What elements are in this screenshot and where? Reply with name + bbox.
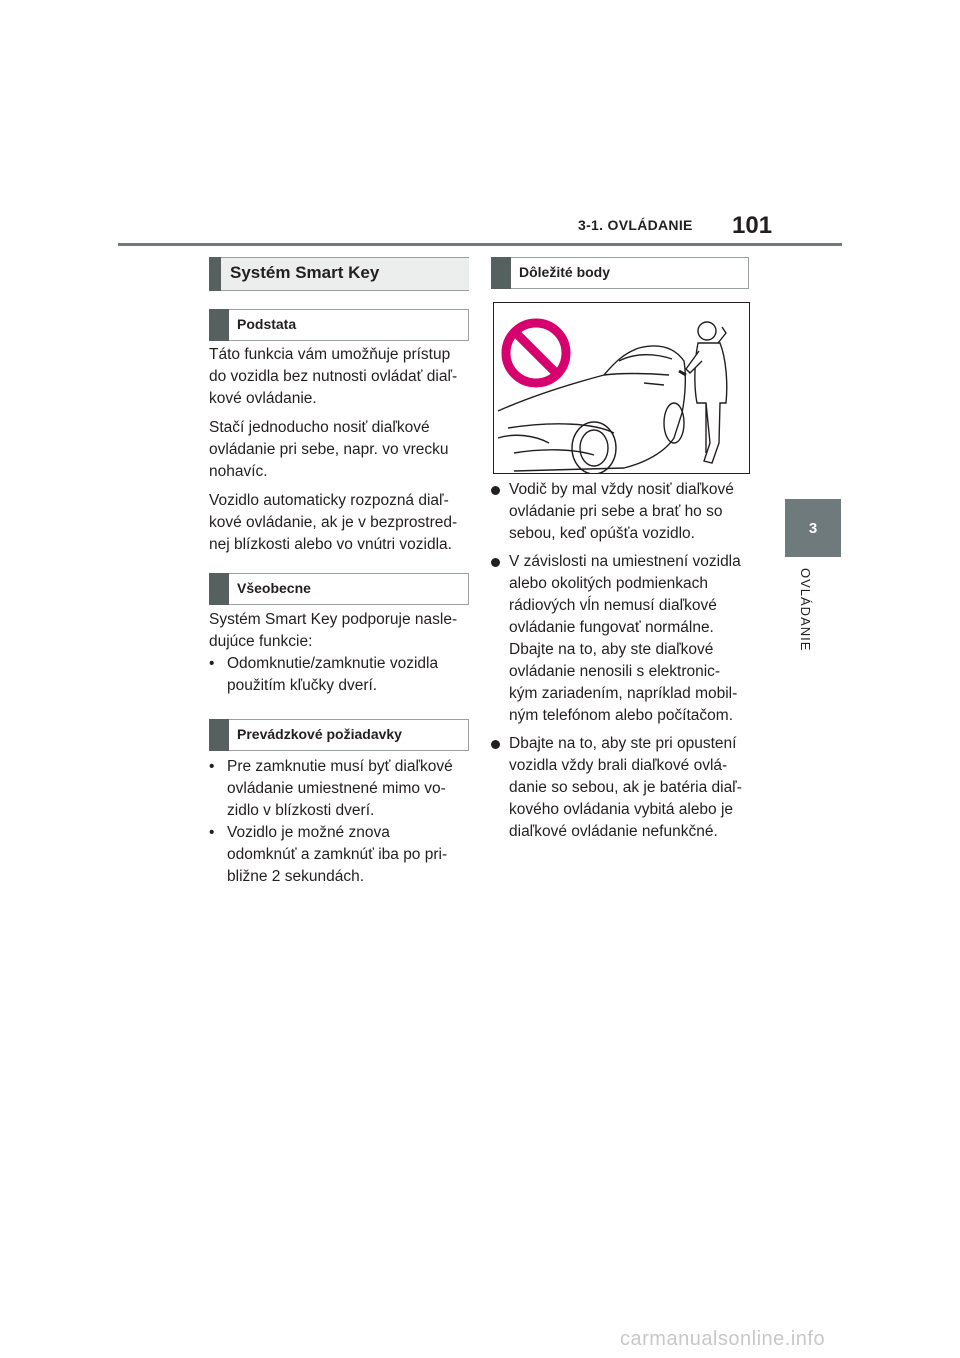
subheading-text: Všeobecne	[237, 580, 311, 596]
text-line: kového ovládania vybitá alebo je	[509, 801, 734, 818]
watermark[interactable]: carmanualsonline.info	[620, 1328, 826, 1350]
text-line: zidlo v blízkosti dverí.	[227, 802, 375, 819]
text-line: bližne 2 sekundách.	[227, 868, 365, 885]
poziadavky-body	[209, 756, 471, 888]
text-line: Dbajte na to, aby ste diaľkové	[509, 641, 714, 658]
subheading-bar	[209, 719, 229, 751]
text-line: do vozidla bez nutnosti ovládať diaľ-	[209, 368, 458, 385]
bullet-mark: •	[209, 655, 215, 672]
text-line: Vodič by mal vždy nosiť diaľkové	[509, 481, 734, 498]
vseobecne-body	[209, 609, 471, 697]
bullet-item	[209, 822, 471, 888]
text-line: rádiových vĺn nemusí diaľkové	[509, 597, 717, 614]
bullet-dot-icon	[491, 558, 500, 567]
chapter-tab	[785, 499, 841, 557]
chapter-label	[784, 568, 842, 718]
podstata-body	[209, 344, 471, 556]
text-line: ovládanie pri sebe, napr. vo vrecku	[209, 441, 449, 458]
text-line: nej blízkosti alebo vo vnútri vozidla.	[209, 536, 452, 553]
chapter-label-text: OVLÁDANIE	[798, 568, 813, 652]
paragraph	[209, 609, 471, 653]
bullet-dot-icon	[491, 740, 500, 749]
list-item	[491, 551, 753, 727]
text-line: použitím kľučky dverí.	[227, 677, 378, 694]
bullet-mark: •	[209, 758, 215, 775]
car-drawing	[498, 346, 685, 473]
text-line: Vozidlo je možné znova	[227, 824, 390, 841]
bullet-dot-icon	[491, 486, 500, 495]
illustration-car-key	[493, 302, 750, 474]
text-line: Stačí jednoducho nosiť diaľkové	[209, 419, 430, 436]
dolezite-body	[491, 479, 753, 843]
chapter-number: 3	[808, 519, 818, 537]
bullet-item	[209, 756, 471, 822]
text-line: kým zariadením, napríklad mobil-	[509, 685, 738, 702]
text-line: Táto funkcia vám umožňuje prístup	[209, 346, 451, 363]
subheading-bar	[491, 257, 511, 289]
text-line: Vozidlo automaticky rozpozná diaľ-	[209, 492, 449, 509]
text-line: Pre zamknutie musí byť diaľkové	[227, 758, 453, 775]
text-line: diaľkové ovládanie nefunkčné.	[509, 823, 718, 840]
text-line: kové ovládanie.	[209, 390, 317, 407]
person-drawing	[686, 322, 727, 463]
subheading-bar	[209, 573, 229, 605]
bullet-item	[209, 653, 471, 697]
text-line: danie so sebou, ak je batéria diaľ-	[509, 779, 742, 796]
text-line: dujúce funkcie:	[209, 633, 313, 650]
subheading-text: Prevádzkové požiadavky	[237, 726, 402, 742]
prohibition-slash	[515, 332, 557, 374]
text-line: sebou, keď opúšťa vozidlo.	[509, 525, 695, 542]
text-line: V závislosti na umiestnení vozidla	[509, 553, 741, 570]
text-line: Systém Smart Key podporuje nasle-	[209, 611, 458, 628]
subheading-text: Dôležité body	[519, 264, 611, 280]
car-person-illustration	[494, 303, 749, 473]
subheading-text: Podstata	[237, 316, 297, 332]
text-line: kové ovládanie, ak je v bezprostred-	[209, 514, 458, 531]
text-line: ovládanie nenosili s elektronic-	[509, 663, 721, 680]
paragraph	[209, 490, 471, 556]
text-line: ovládanie pri sebe a brať ho so	[509, 503, 723, 520]
text-line: alebo okolitých podmienkach	[509, 575, 709, 592]
section-heading-smart-key	[209, 257, 469, 291]
text-line: Odomknutie/zamknutie vozidla	[227, 655, 439, 672]
text-line: nohavíc.	[209, 463, 268, 480]
subheading-podstata	[209, 309, 469, 341]
list-item	[491, 479, 753, 545]
paragraph	[209, 417, 471, 483]
subheading-vseobecne	[209, 573, 469, 605]
text-line: vozidla vždy brali diaľkové ovlá-	[509, 757, 728, 774]
list-item	[491, 733, 753, 843]
subheading-poziadavky	[209, 719, 469, 751]
text-line: ovládanie fungovať normálne.	[509, 619, 714, 636]
bullet-mark: •	[209, 824, 215, 841]
subheading-bar	[209, 309, 229, 341]
text-line: odomknúť a zamknúť iba po pri-	[227, 846, 448, 863]
section-title: 3-1. OVLÁDANIE	[578, 217, 693, 233]
text-line: ným telefónom alebo počítačom.	[509, 707, 734, 724]
paragraph	[209, 344, 471, 410]
heading-bar	[209, 257, 221, 291]
text-line: Dbajte na to, aby ste pri opustení	[509, 735, 737, 752]
section-heading-text: Systém Smart Key	[230, 263, 380, 282]
subheading-dolezite-body	[491, 257, 749, 289]
text-line: ovládanie umiestnené mimo vo-	[227, 780, 446, 797]
header-rule	[118, 243, 842, 246]
page-number: 101	[732, 212, 773, 239]
